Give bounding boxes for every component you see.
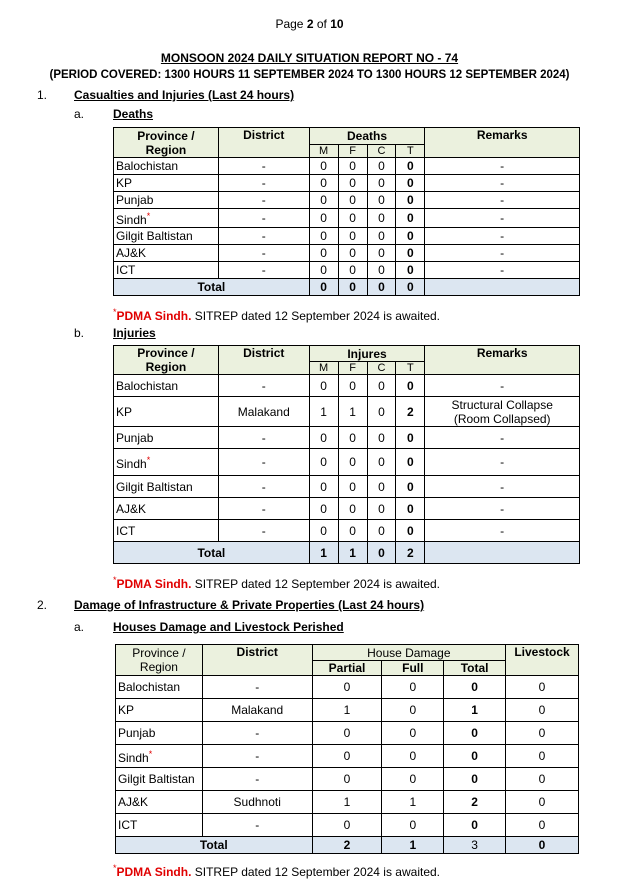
deaths-row bbox=[114, 245, 580, 262]
sindh-star-marker: * bbox=[148, 749, 153, 759]
deaths-total-t: 0 bbox=[396, 279, 425, 296]
houses-header-district: District bbox=[202, 645, 312, 676]
houses-total: 0 bbox=[444, 814, 506, 837]
page-current: 2 bbox=[306, 17, 314, 31]
houses-total: 0 bbox=[444, 768, 506, 791]
houses-total: 0 bbox=[444, 722, 506, 745]
note-org: PDMA Sindh. bbox=[116, 309, 192, 323]
houses-table bbox=[115, 644, 579, 854]
note-text: SITREP dated 12 September 2024 is awaited. bbox=[191, 577, 441, 591]
deaths-remarks: - bbox=[425, 262, 580, 279]
deaths-region: KP bbox=[114, 175, 219, 192]
deaths-table bbox=[113, 127, 580, 296]
deaths-c: 0 bbox=[367, 158, 396, 175]
injuries-remarks: - bbox=[425, 427, 580, 449]
note-star: * bbox=[113, 307, 117, 317]
houses-partial: 0 bbox=[312, 745, 382, 768]
injuries-m: 0 bbox=[309, 476, 338, 498]
injuries-header-province-l1: Province / bbox=[137, 346, 195, 360]
injuries-region: Balochistan bbox=[114, 375, 219, 397]
note-org: PDMA Sindh. bbox=[116, 577, 192, 591]
page-total: 10 bbox=[330, 17, 344, 31]
deaths-c: 0 bbox=[367, 228, 396, 245]
note-org: PDMA Sindh. bbox=[116, 865, 192, 879]
injuries-district: - bbox=[218, 498, 309, 520]
section-2-number: 2. bbox=[37, 598, 48, 612]
deaths-district: - bbox=[218, 245, 309, 262]
injuries-m: 0 bbox=[309, 498, 338, 520]
houses-row bbox=[116, 676, 579, 699]
houses-full: 0 bbox=[382, 722, 444, 745]
note-text: SITREP dated 12 September 2024 is awaited. bbox=[191, 865, 441, 879]
deaths-row bbox=[114, 158, 580, 175]
houses-partial: 0 bbox=[312, 768, 382, 791]
injuries-district: - bbox=[218, 476, 309, 498]
injuries-district: - bbox=[218, 520, 309, 542]
deaths-region: Balochistan bbox=[114, 158, 219, 175]
houses-district: - bbox=[202, 745, 312, 768]
deaths-header-province-l2: Region bbox=[145, 142, 187, 157]
houses-full: 0 bbox=[382, 745, 444, 768]
deaths-total-row bbox=[114, 279, 580, 296]
note-star: * bbox=[113, 863, 117, 873]
injuries-row bbox=[114, 476, 580, 498]
injuries-t: 0 bbox=[396, 427, 425, 449]
injuries-header-province bbox=[114, 346, 219, 375]
deaths-m: 0 bbox=[309, 209, 338, 228]
houses-row bbox=[116, 699, 579, 722]
houses-region: Sindh* bbox=[116, 745, 203, 768]
deaths-c: 0 bbox=[367, 192, 396, 209]
deaths-sub-c: C bbox=[367, 145, 396, 158]
houses-total: 2 bbox=[444, 791, 506, 814]
houses-partial: 0 bbox=[312, 722, 382, 745]
injuries-t: 0 bbox=[396, 476, 425, 498]
injuries-sub-m: M bbox=[309, 362, 338, 375]
houses-region: AJ&K bbox=[116, 791, 203, 814]
houses-total-label: Total bbox=[116, 837, 313, 854]
injuries-f: 0 bbox=[338, 427, 367, 449]
deaths-f: 0 bbox=[338, 175, 367, 192]
houses-livestock: 0 bbox=[506, 722, 579, 745]
injuries-m: 0 bbox=[309, 427, 338, 449]
deaths-header-remarks: Remarks bbox=[425, 128, 580, 158]
deaths-total-f: 0 bbox=[338, 279, 367, 296]
injuries-table bbox=[113, 345, 580, 564]
injuries-row bbox=[114, 449, 580, 476]
injuries-region: ICT bbox=[114, 520, 219, 542]
section-1b-letter: b. bbox=[74, 326, 85, 340]
injuries-m: 0 bbox=[309, 449, 338, 476]
section-1a-heading: Deaths bbox=[113, 107, 154, 121]
injuries-district: - bbox=[218, 375, 309, 397]
injuries-f: 0 bbox=[338, 520, 367, 542]
injuries-header-province-l2: Region bbox=[145, 360, 187, 374]
deaths-f: 0 bbox=[338, 262, 367, 279]
deaths-total-c: 0 bbox=[367, 279, 396, 296]
injuries-region: Gilgit Baltistan bbox=[114, 476, 219, 498]
deaths-total-m: 0 bbox=[309, 279, 338, 296]
deaths-district: - bbox=[218, 209, 309, 228]
houses-district: - bbox=[202, 768, 312, 791]
sindh-star-marker: * bbox=[146, 455, 151, 465]
page-label-mid: of bbox=[313, 17, 331, 31]
injuries-m: 1 bbox=[309, 397, 338, 427]
injuries-region: AJ&K bbox=[114, 498, 219, 520]
houses-sub-partial: Partial bbox=[312, 661, 382, 676]
page-label-pre: Page bbox=[275, 17, 307, 31]
houses-livestock: 0 bbox=[506, 676, 579, 699]
deaths-district: - bbox=[218, 175, 309, 192]
deaths-region: AJ&K bbox=[114, 245, 219, 262]
injuries-region: KP bbox=[114, 397, 219, 427]
injuries-c: 0 bbox=[367, 520, 396, 542]
injuries-f: 0 bbox=[338, 476, 367, 498]
deaths-t: 0 bbox=[396, 192, 425, 209]
injuries-f: 1 bbox=[338, 397, 367, 427]
houses-row bbox=[116, 814, 579, 837]
injuries-c: 0 bbox=[367, 449, 396, 476]
deaths-header-province bbox=[114, 128, 219, 158]
section-1-heading: Casualties and Injuries (Last 24 hours) bbox=[74, 88, 295, 102]
deaths-region: Punjab bbox=[114, 192, 219, 209]
injuries-district: - bbox=[218, 427, 309, 449]
injuries-sub-c: C bbox=[367, 362, 396, 375]
note-deaths bbox=[113, 307, 440, 323]
deaths-total-remarks bbox=[425, 279, 580, 296]
deaths-header-group: Deaths bbox=[309, 128, 425, 145]
injuries-region: Sindh* bbox=[114, 449, 219, 476]
injuries-total-f: 1 bbox=[338, 542, 367, 564]
deaths-remarks: - bbox=[425, 209, 580, 228]
deaths-sub-f: F bbox=[338, 145, 367, 158]
houses-livestock: 0 bbox=[506, 791, 579, 814]
injuries-header-group: Injures bbox=[309, 346, 425, 362]
houses-livestock: 0 bbox=[506, 814, 579, 837]
houses-full: 0 bbox=[382, 814, 444, 837]
injuries-district: - bbox=[218, 449, 309, 476]
deaths-row bbox=[114, 175, 580, 192]
sindh-star-marker: * bbox=[146, 211, 151, 221]
houses-livestock: 0 bbox=[506, 768, 579, 791]
deaths-c: 0 bbox=[367, 209, 396, 228]
houses-region: Punjab bbox=[116, 722, 203, 745]
injuries-total-c: 0 bbox=[367, 542, 396, 564]
houses-district: Malakand bbox=[202, 699, 312, 722]
deaths-remarks: - bbox=[425, 228, 580, 245]
section-2-heading: Damage of Infrastructure & Private Properties (Last 24 hours) bbox=[74, 598, 425, 612]
houses-partial: 0 bbox=[312, 676, 382, 699]
injuries-t: 2 bbox=[396, 397, 425, 427]
injuries-c: 0 bbox=[367, 498, 396, 520]
section-1b-heading: Injuries bbox=[113, 326, 156, 340]
injuries-total-label: Total bbox=[114, 542, 310, 564]
injuries-c: 0 bbox=[367, 397, 396, 427]
houses-full: 0 bbox=[382, 768, 444, 791]
injuries-remarks bbox=[425, 397, 580, 427]
deaths-row bbox=[114, 192, 580, 209]
injuries-row bbox=[114, 498, 580, 520]
houses-row bbox=[116, 722, 579, 745]
page-number bbox=[0, 17, 619, 31]
injuries-sub-t: T bbox=[396, 362, 425, 375]
houses-total: 0 bbox=[444, 676, 506, 699]
houses-header-province-l1: Province / bbox=[132, 646, 186, 660]
report-title: MONSOON 2024 DAILY SITUATION REPORT NO - 74 bbox=[160, 51, 459, 65]
houses-region: ICT bbox=[116, 814, 203, 837]
deaths-region: Sindh* bbox=[114, 209, 219, 228]
injuries-t: 0 bbox=[396, 498, 425, 520]
injuries-m: 0 bbox=[309, 375, 338, 397]
injuries-f: 0 bbox=[338, 375, 367, 397]
deaths-district: - bbox=[218, 262, 309, 279]
injuries-total-remarks bbox=[425, 542, 580, 564]
houses-total: 0 bbox=[444, 745, 506, 768]
injuries-total-t: 2 bbox=[396, 542, 425, 564]
houses-header-livestock: Livestock bbox=[506, 645, 579, 676]
houses-full: 0 bbox=[382, 699, 444, 722]
deaths-sub-t: T bbox=[396, 145, 425, 158]
deaths-row bbox=[114, 209, 580, 228]
houses-full: 0 bbox=[382, 676, 444, 699]
note-star: * bbox=[113, 575, 117, 585]
injuries-t: 0 bbox=[396, 520, 425, 542]
deaths-district: - bbox=[218, 192, 309, 209]
houses-partial: 1 bbox=[312, 699, 382, 722]
houses-total-partial: 2 bbox=[312, 837, 382, 854]
houses-header-group: House Damage bbox=[312, 645, 505, 661]
injuries-total-m: 1 bbox=[309, 542, 338, 564]
section-2a-heading: Houses Damage and Livestock Perished bbox=[113, 620, 344, 634]
houses-region: KP bbox=[116, 699, 203, 722]
injuries-remarks-line1: Structural Collapse bbox=[451, 397, 553, 412]
injuries-remarks: - bbox=[425, 498, 580, 520]
deaths-header-province-l1: Province / bbox=[137, 128, 195, 143]
injuries-region: Punjab bbox=[114, 427, 219, 449]
houses-total-livestock: 0 bbox=[506, 837, 579, 854]
deaths-sub-m: M bbox=[309, 145, 338, 158]
houses-sub-full: Full bbox=[382, 661, 444, 676]
deaths-header-district: District bbox=[218, 128, 309, 158]
injuries-remarks: - bbox=[425, 520, 580, 542]
injuries-header-district: District bbox=[218, 346, 309, 375]
deaths-m: 0 bbox=[309, 158, 338, 175]
deaths-f: 0 bbox=[338, 158, 367, 175]
injuries-row bbox=[114, 397, 580, 427]
houses-region: Balochistan bbox=[116, 676, 203, 699]
houses-header-province bbox=[116, 645, 203, 676]
deaths-remarks: - bbox=[425, 158, 580, 175]
injuries-c: 0 bbox=[367, 375, 396, 397]
note-injuries bbox=[113, 575, 440, 591]
injuries-row bbox=[114, 375, 580, 397]
injuries-m: 0 bbox=[309, 520, 338, 542]
injuries-sub-f: F bbox=[338, 362, 367, 375]
injuries-c: 0 bbox=[367, 476, 396, 498]
section-1-number: 1. bbox=[37, 88, 48, 102]
deaths-region: Gilgit Baltistan bbox=[114, 228, 219, 245]
injuries-row bbox=[114, 427, 580, 449]
houses-livestock: 0 bbox=[506, 699, 579, 722]
deaths-district: - bbox=[218, 158, 309, 175]
deaths-t: 0 bbox=[396, 245, 425, 262]
deaths-remarks: - bbox=[425, 175, 580, 192]
deaths-remarks: - bbox=[425, 192, 580, 209]
houses-sub-total: Total bbox=[444, 661, 506, 676]
injuries-t: 0 bbox=[396, 375, 425, 397]
houses-row bbox=[116, 745, 579, 768]
deaths-t: 0 bbox=[396, 262, 425, 279]
deaths-m: 0 bbox=[309, 245, 338, 262]
section-2a-letter: a. bbox=[74, 620, 85, 634]
deaths-c: 0 bbox=[367, 245, 396, 262]
deaths-t: 0 bbox=[396, 175, 425, 192]
note-text: SITREP dated 12 September 2024 is awaited. bbox=[191, 309, 441, 323]
injuries-remarks-line2: (Room Collapsed) bbox=[453, 411, 551, 426]
deaths-district: - bbox=[218, 228, 309, 245]
section-1a-letter: a. bbox=[74, 107, 85, 121]
injuries-remarks: - bbox=[425, 476, 580, 498]
houses-livestock: 0 bbox=[506, 745, 579, 768]
houses-row bbox=[116, 768, 579, 791]
houses-row bbox=[116, 791, 579, 814]
houses-total-total: 3 bbox=[444, 837, 506, 854]
deaths-row bbox=[114, 228, 580, 245]
deaths-m: 0 bbox=[309, 175, 338, 192]
injuries-total-row bbox=[114, 542, 580, 564]
injuries-row bbox=[114, 520, 580, 542]
deaths-t: 0 bbox=[396, 209, 425, 228]
houses-region: Gilgit Baltistan bbox=[116, 768, 203, 791]
deaths-t: 0 bbox=[396, 158, 425, 175]
deaths-row bbox=[114, 262, 580, 279]
injuries-remarks: - bbox=[425, 449, 580, 476]
houses-total-row bbox=[116, 837, 579, 854]
deaths-total-label: Total bbox=[114, 279, 310, 296]
deaths-m: 0 bbox=[309, 192, 338, 209]
houses-total: 1 bbox=[444, 699, 506, 722]
houses-partial: 1 bbox=[312, 791, 382, 814]
report-period: (PERIOD COVERED: 1300 HOURS 11 SEPTEMBER 2024 TO 1300 HOURS 12 SEPTEMBER 2024) bbox=[49, 69, 570, 81]
deaths-f: 0 bbox=[338, 228, 367, 245]
injuries-t: 0 bbox=[396, 449, 425, 476]
deaths-f: 0 bbox=[338, 245, 367, 262]
houses-district: - bbox=[202, 722, 312, 745]
houses-full: 1 bbox=[382, 791, 444, 814]
deaths-remarks: - bbox=[425, 245, 580, 262]
deaths-m: 0 bbox=[309, 262, 338, 279]
deaths-m: 0 bbox=[309, 228, 338, 245]
injuries-district: Malakand bbox=[218, 397, 309, 427]
deaths-c: 0 bbox=[367, 262, 396, 279]
injuries-f: 0 bbox=[338, 498, 367, 520]
deaths-f: 0 bbox=[338, 209, 367, 228]
note-houses bbox=[113, 863, 440, 879]
deaths-f: 0 bbox=[338, 192, 367, 209]
injuries-header-remarks: Remarks bbox=[425, 346, 580, 375]
deaths-c: 0 bbox=[367, 175, 396, 192]
injuries-f: 0 bbox=[338, 449, 367, 476]
houses-district: Sudhnoti bbox=[202, 791, 312, 814]
houses-total-full: 1 bbox=[382, 837, 444, 854]
deaths-region: ICT bbox=[114, 262, 219, 279]
houses-partial: 0 bbox=[312, 814, 382, 837]
injuries-c: 0 bbox=[367, 427, 396, 449]
houses-header-province-l2: Region bbox=[139, 660, 178, 674]
deaths-t: 0 bbox=[396, 228, 425, 245]
houses-district: - bbox=[202, 676, 312, 699]
injuries-remarks: - bbox=[425, 375, 580, 397]
houses-district: - bbox=[202, 814, 312, 837]
